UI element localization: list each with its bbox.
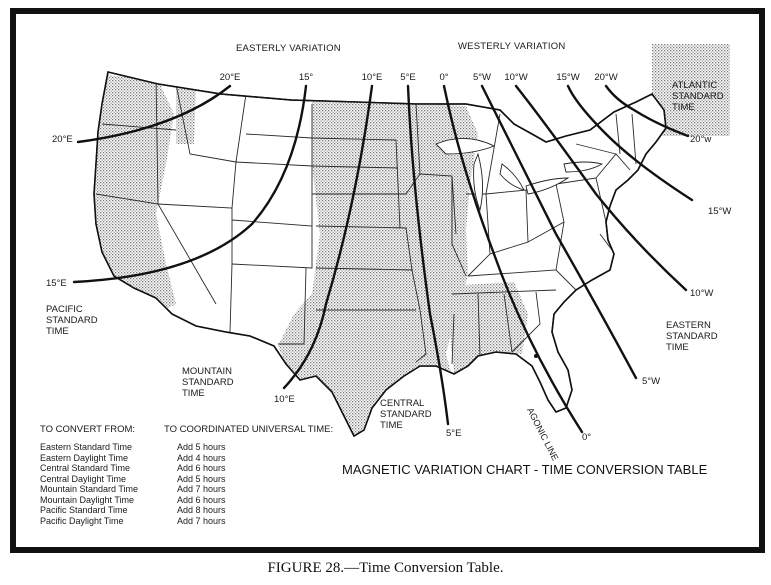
label-15e-top: 15° <box>298 72 314 83</box>
convert-from-header: TO CONVERT FROM: <box>40 424 136 435</box>
conversion-zone: Pacific Standard Time <box>40 505 128 515</box>
label-20e-left: 20°E <box>52 134 73 145</box>
conversion-zone: Central Daylight Time <box>40 473 127 484</box>
eastern-zone-label: EASTERN STANDARD TIME <box>666 320 718 353</box>
conversion-row <box>40 516 270 527</box>
conversion-adjust: Add 6 hours <box>177 494 226 505</box>
label-5e-bottom: 5°E <box>446 428 462 439</box>
conversion-zone: Central Standard Time <box>40 463 131 473</box>
agonic-marker <box>534 354 538 358</box>
label-5w-right: 5°W <box>642 376 661 387</box>
conversion-row <box>40 474 270 485</box>
conversion-adjust: Add 7 hours <box>177 515 226 526</box>
conversion-row <box>40 484 270 495</box>
conversion-row <box>40 453 270 464</box>
figure-caption: FIGURE 28.—Time Conversion Table. <box>267 560 504 576</box>
agonic-line-label: AGONIC LINE <box>525 406 561 463</box>
label-0-bottom: 0° <box>582 432 592 443</box>
pacific-zone-label: PACIFIC STANDARD TIME <box>46 304 98 337</box>
conversion-row <box>40 505 270 516</box>
conversion-zone: Eastern Daylight Time <box>40 452 129 463</box>
conversion-adjust: Add 5 hours <box>177 473 226 484</box>
label-15w-top: 15°W <box>556 72 580 83</box>
conversion-adjust: Add 4 hours <box>177 452 226 463</box>
central-zone-label: CENTRAL STANDARD TIME <box>380 398 432 431</box>
label-10w-top: 10°W <box>504 72 528 83</box>
conversion-row <box>40 442 270 453</box>
conversion-zone: Mountain Daylight Time <box>40 494 135 505</box>
mountain-zone-label: MOUNTAIN STANDARD TIME <box>182 366 234 399</box>
conversion-zone: Mountain Standard Time <box>40 484 139 494</box>
conversion-zone: Pacific Daylight Time <box>40 515 124 526</box>
westerly-heading: WESTERLY VARIATION <box>458 41 566 52</box>
label-5w-top: 5°W <box>472 72 492 83</box>
label-15w-right: 15°W <box>708 206 732 217</box>
easterly-heading: EASTERLY VARIATION <box>236 43 341 54</box>
label-10w-right: 10°W <box>690 288 714 299</box>
conversion-adjust: Add 6 hours <box>177 463 226 473</box>
conversion-adjust: Add 7 hours <box>177 484 226 494</box>
label-20w-top: 20°W <box>594 72 618 83</box>
conversion-zone: Eastern Standard Time <box>40 442 133 452</box>
conversion-adjust: Add 8 hours <box>177 505 226 515</box>
label-5e-top: 5°E <box>400 72 416 83</box>
label-15e-left: 15°E <box>46 278 67 289</box>
conversion-row <box>40 463 270 474</box>
label-20e-top: 20°E <box>219 72 241 83</box>
label-10e-bottom: 10°E <box>274 394 295 405</box>
map-frame <box>10 8 765 553</box>
atlantic-zone-label: ATLANTIC STANDARD TIME <box>672 80 724 113</box>
conversion-adjust: Add 5 hours <box>177 442 226 452</box>
label-0-top: 0° <box>439 72 449 83</box>
convert-to-header: TO COORDINATED UNIVERSAL TIME: <box>164 424 334 435</box>
label-20w-right: 20°w <box>690 134 712 145</box>
chart-title: MAGNETIC VARIATION CHART - TIME CONVERSION TABLE <box>342 462 708 477</box>
label-10e-top: 10°E <box>361 72 383 83</box>
conversion-row <box>40 495 270 506</box>
